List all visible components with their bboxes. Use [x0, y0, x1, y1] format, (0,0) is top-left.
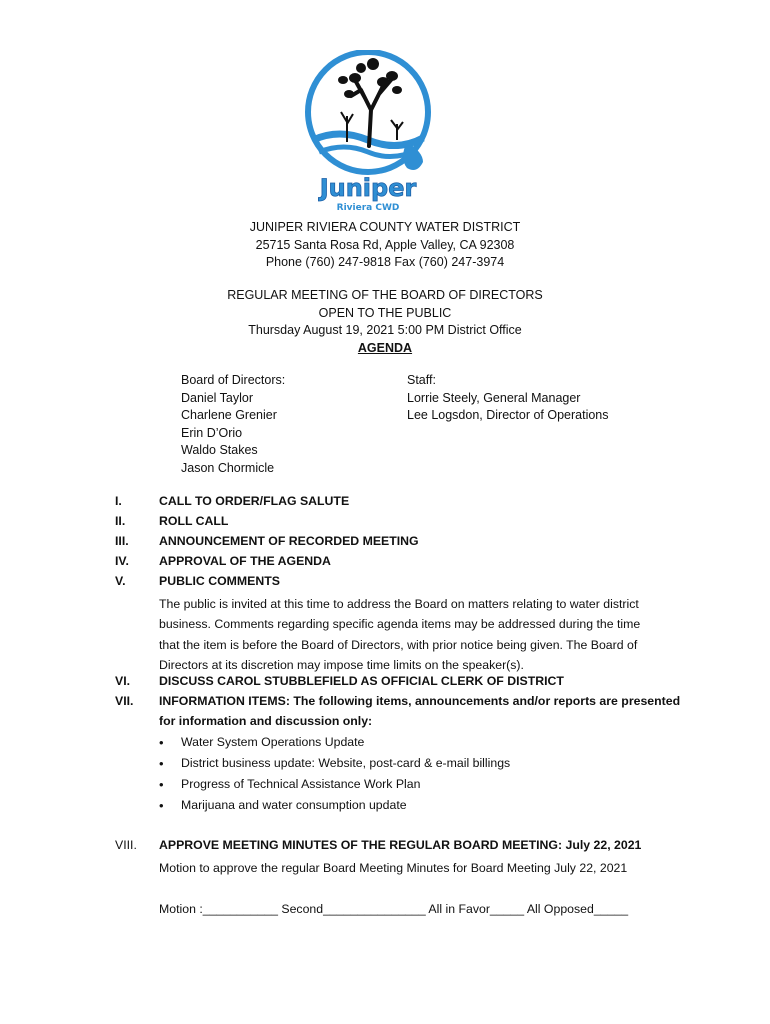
district-name: JUNIPER RIVIERA COUNTY WATER DISTRICT [249, 220, 521, 234]
district-header [0, 219, 770, 272]
item-title: ANNOUNCEMENT OF RECORDED MEETING [159, 534, 419, 548]
item-number: IV. [115, 554, 129, 568]
logo-sub-text: Riviera CWD [336, 203, 400, 213]
staff-member: Lee Logsdon, Director of Operations [407, 408, 609, 422]
item-title: PUBLIC COMMENTS [159, 574, 280, 588]
district-address: 25715 Santa Rosa Rd, Apple Valley, CA 92308 [255, 237, 515, 252]
item-title: APPROVE MEETING MINUTES OF THE REGULAR BOARD MEETING: July 22, 2021 [159, 838, 642, 852]
bullet-text: District business update: Website, post-card & e-mail billings [181, 756, 511, 770]
board-member: Daniel Taylor [181, 390, 254, 405]
district-logo [299, 50, 437, 218]
item-title: CALL TO ORDER/FLAG SALUTE [159, 494, 350, 508]
item-body-line: that the item is before the Board of Directors, with prior notice being given. The Board of [159, 637, 638, 652]
item-title-continued: for information and discussion only: [159, 714, 373, 728]
item-body-line: business. Comments regarding specific agenda items may be addressed during the time [159, 617, 641, 632]
item-title: APPROVAL OF THE AGENDA [159, 554, 331, 568]
board-member: Jason Chormicle [181, 460, 275, 475]
staff-list [407, 372, 609, 425]
item-number: I. [115, 494, 122, 508]
item-title: INFORMATION ITEMS: The following items, announcements and/or reports are presented [159, 694, 681, 708]
bullet-text: Progress of Technical Assistance Work Plan [181, 777, 421, 791]
bullet-dot-icon: • [159, 756, 164, 771]
item-body [159, 594, 640, 675]
item-body-line: Directors at its discretion may impose time limits on the speaker(s). [159, 657, 524, 672]
item-number: II. [115, 514, 126, 528]
item-number: VI. [115, 674, 131, 688]
staff-title: Staff: [407, 373, 436, 387]
meeting-public-note: OPEN TO THE PUBLIC [318, 305, 452, 320]
board-list [181, 372, 285, 477]
item-number: V. [115, 574, 126, 588]
staff-member: Lorrie Steely, General Manager [407, 390, 581, 405]
bullet-dot-icon: • [159, 798, 164, 813]
meeting-info [0, 287, 770, 357]
meeting-title: REGULAR MEETING OF THE BOARD OF DIRECTORS [227, 288, 543, 302]
board-member: Erin D’Orio [181, 425, 243, 440]
bullet-text: Marijuana and water consumption update [181, 798, 407, 812]
bullet-text: Water System Operations Update [181, 735, 365, 749]
board-title: Board of Directors: [181, 373, 286, 387]
meeting-datetime: Thursday August 19, 2021 5:00 PM District Office [248, 323, 522, 337]
bullet-dot-icon: • [159, 735, 164, 750]
board-member: Charlene Grenier [181, 408, 277, 422]
item-number: VII. [115, 694, 134, 708]
item-number: III. [115, 534, 129, 548]
vote-line: Motion :___________ Second_______________ All in Favor_____ All Opposed_____ [159, 902, 629, 916]
bullet-dot-icon: • [159, 777, 164, 792]
item-number: VIII. [115, 838, 137, 852]
agenda-heading: AGENDA [357, 340, 413, 355]
district-phone: Phone (760) 247-9818 Fax (760) 247-3974 [265, 255, 505, 269]
item-body [159, 858, 627, 878]
item-title: ROLL CALL [159, 514, 229, 528]
item-body-line: Motion to approve the regular Board Meeting Minutes for Board Meeting July 22, 2021 [159, 861, 628, 875]
item-body-line: The public is invited at this time to address the Board on matters relating to water district [159, 597, 639, 611]
item-title: DISCUSS CAROL STUBBLEFIELD AS OFFICIAL CLERK OF DISTRICT [159, 674, 564, 688]
board-member: Waldo Stakes [181, 443, 258, 457]
logo-name-text: Juniper [319, 174, 417, 202]
